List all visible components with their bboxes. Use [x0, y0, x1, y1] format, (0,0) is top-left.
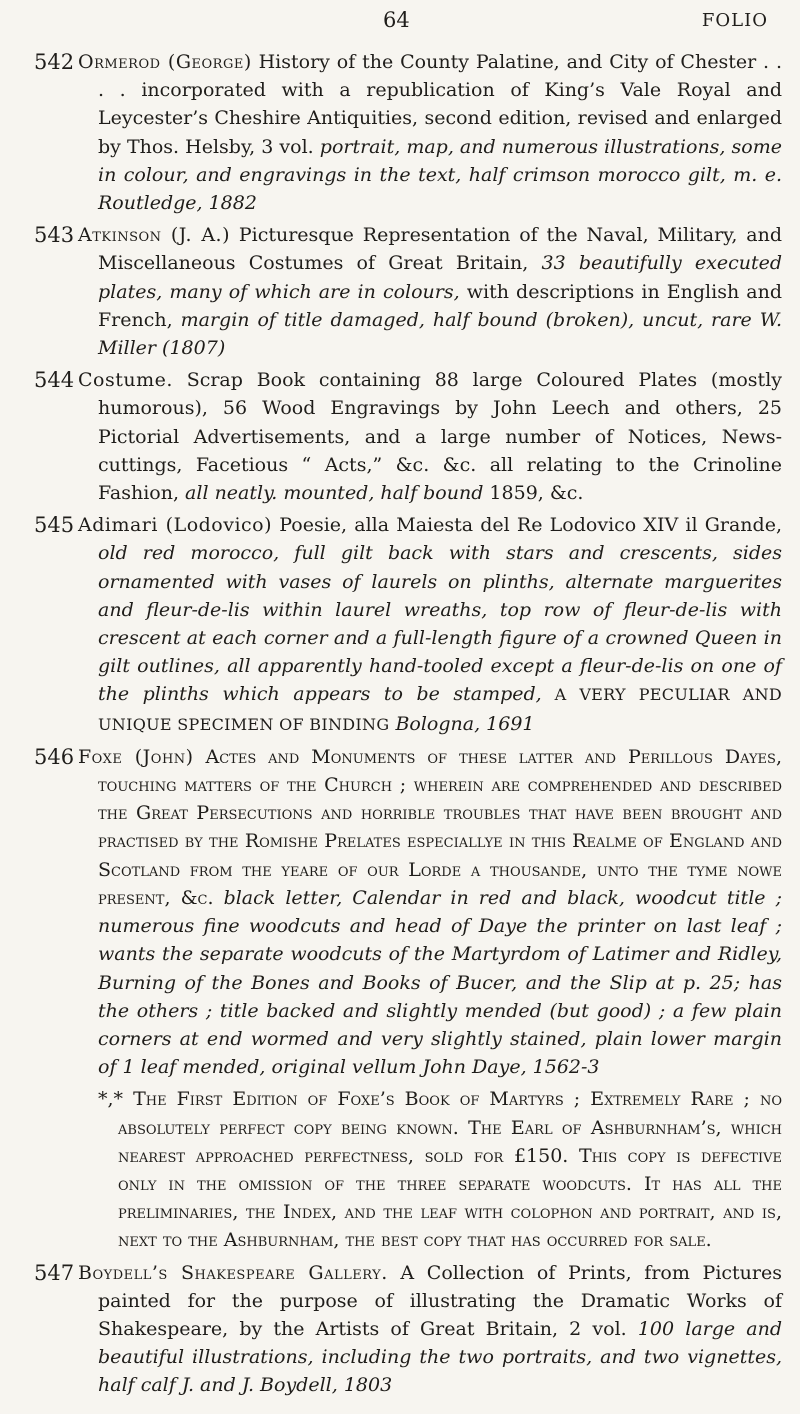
lot-condition: margin of title damaged, half bound (broken), uncut, rare — [180, 308, 752, 331]
lot-author: Ormerod (George) — [78, 51, 252, 73]
lot-imprint: W. Miller (1807) — [98, 308, 782, 360]
lot-body: History of the County Palatine, and City of Chester . . . . incorporated with a republication of King’s Vale Royal and Leycester’s Cheshire Antiquities, second edition, revised and enlarged by Thos. Helsby, 3 vol. — [98, 51, 783, 158]
lot-physical-description: all neatly. mounted, half bound — [185, 482, 484, 505]
catalogue-entries — [0, 48, 800, 1404]
lot-imprint: Bologna, 1691 — [389, 712, 535, 735]
lot-imprint: J. and J. Boydell, 1803 — [175, 1374, 393, 1397]
lot-physical-description: portrait, map, and numerous illustrations, some in colour, and engravings in the text, half crimson morocco gilt, m. e. — [98, 135, 782, 186]
lot-highlight: A VERY PECULIAR AND UNIQUE SPECIMEN OF BINDING — [98, 685, 782, 734]
lot-physical-description: 33 beautifully executed plates, many of which are in colours, — [98, 252, 782, 303]
lot-imprint: Routledge, 1882 — [98, 192, 257, 215]
lot-imprint: 1859, &c. — [483, 482, 584, 505]
lot-author: Boydell’s Shakespeare Gallery. — [78, 1261, 388, 1284]
lot-body: Actes and Monuments of these latter and Perillous Dayes, touching matters of the Church ; wherein are comprehended and described the Great Persecutions and horrible troubles that have been brought and practised by the Romishe Prelates especiallye in this Realme of England and Scotland from the yeare of our Lorde a thousande, unto the tyme nowe present, &c. — [98, 745, 782, 909]
lot-number: 546 — [34, 744, 75, 769]
lot-body: Picturesque Representation of the Naval, Military, and Miscellaneous Costumes of Great Britain, — [98, 224, 782, 275]
lot-description — [78, 48, 782, 217]
lot-body: Poesie, alla Maiesta del Re Lodovico XIV il Grande, — [272, 514, 782, 537]
lot-entry — [0, 221, 800, 362]
lot-body: Scrap Book containing 88 large Coloured Plates (mostly humorous), 56 Wood Engravings by John Leech and others, 25 Pictorial Advertisements, and a large number of Notices, News-cuttings, Facetious “ Acts,” &c. &c. all relating to the Crinoline Fashion, — [98, 369, 782, 505]
page-number: 64 — [383, 8, 410, 32]
lot-number: 544 — [34, 368, 75, 393]
lot-entry — [0, 511, 800, 739]
lot-entry — [0, 366, 800, 507]
lot-description — [78, 511, 782, 739]
note-marker: *,* — [98, 1088, 124, 1111]
lot-description — [78, 743, 782, 1081]
lot-note — [98, 1085, 782, 1254]
lot-imprint: John Daye, 1562-3 — [416, 1056, 600, 1079]
lot-number: 543 — [34, 223, 75, 248]
lot-description — [78, 221, 782, 362]
lot-physical-description: old red morocco, full gilt back with stars and crescents, sides ornamented with vases of laurels on plinths, alternate marguerites and fleur-de-lis within laurel wreaths, top row of fleur-de-lis with crescent at each corner and a full-length figure of a crowned Queen in gilt outlines, all apparently hand-tooled except a fleur-de-lis on one of the plinths which appears to be stamped, — [98, 542, 782, 706]
section-label: FOLIO — [701, 10, 768, 31]
lot-author: Foxe (John) — [78, 745, 194, 768]
lot-description — [78, 366, 782, 507]
lot-number: 545 — [34, 513, 75, 538]
lot-author: Atkinson (J. A.) — [78, 224, 230, 247]
lot-body-continued: with descriptions in English and French, — [98, 280, 782, 331]
lot-entry — [0, 743, 800, 1081]
lot-description — [78, 1259, 782, 1400]
lot-entry — [0, 48, 800, 217]
lot-number: 547 — [34, 1260, 75, 1285]
lot-entry — [0, 1259, 800, 1400]
lot-author: Costume. — [78, 369, 173, 392]
lot-physical-description: black letter, Calendar in red and black, woodcut title ; numerous fine woodcuts and head of Daye the printer on last leaf ; wants the separate woodcuts of the Martyrdom of Latimer and Ridley, Burning of the Bones and Books of Bucer, and the Slip at p. 25; has the others ; title backed and slightly mended (but good) ; a few plain corners at end wormed and very slightly stained, plain lower margin of 1 leaf mended, original vellum — [98, 886, 783, 1079]
note-text: The First Edition of Foxe’s Book of Martyrs ; Extremely Rare ; no absolutely perfect copy being known. The Earl of Ashburnham’s, which nearest approached perfectness, sold for £150. This copy is defective only in the omission of the three separate woodcuts. It has all the preliminaries, the Index, and the leaf with colophon and portrait, and is, next to the Ashburnham, the best copy that has occurred for sale. — [118, 1088, 782, 1252]
lot-body: A Collection of Prints, from Pictures painted for the purpose of illustrating the Dramatic Works of Shakespeare, by the Artists of Great Britain, 2 vol. — [98, 1261, 782, 1340]
lot-physical-description: 100 large and beautiful illustrations, including the two portraits, and two vignettes, half calf — [98, 1317, 783, 1397]
lot-number: 542 — [34, 50, 75, 74]
lot-author: Adimari (Lodovico) — [78, 514, 273, 537]
page-header — [0, 8, 800, 38]
